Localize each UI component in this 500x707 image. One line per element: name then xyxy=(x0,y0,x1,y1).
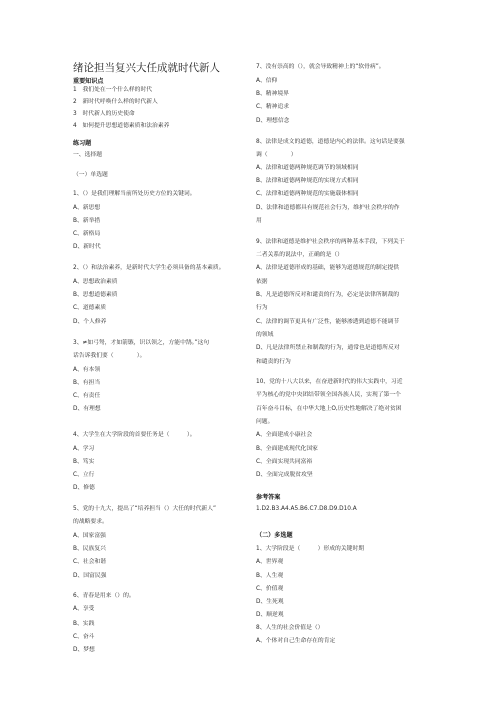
question-option: 行为 xyxy=(256,305,268,311)
question-option: C、道德素质 xyxy=(73,305,107,311)
question-stem: 7、没有崇高的（），就会导致精神上的“软骨病”。 xyxy=(256,64,385,70)
question-stem: 3、≠如弓驽，才如箭镞，识以领之，方能中鹄。”这句 xyxy=(73,340,210,346)
question-option: A、有本领 xyxy=(73,367,101,373)
question-stem: 百年奋斗目标，在中华大地上O,历史性地解决了绝对贫困 xyxy=(256,406,402,412)
question-option: A、思想政治素质 xyxy=(73,279,118,285)
question-option: C、精神追求 xyxy=(256,104,290,110)
question-option: C、立行 xyxy=(73,472,95,478)
question-stem: 的战略要求。 xyxy=(73,519,108,525)
question-stem: 10、党的十八大以来，在奋进新时代的伟大实践中，习近 xyxy=(256,379,403,385)
question-option: B、全面建成现代化国家 xyxy=(256,446,318,452)
multiple-choice-heading: （二）多选题 xyxy=(256,532,293,539)
question-option: A、信仰 xyxy=(256,78,278,84)
question-option: D、法律和道德都具有规范社会行为，维护社会秩序的作 xyxy=(256,205,400,211)
question-stem: 二者关系的说法中，正确的是（） xyxy=(256,252,343,258)
question-option: B、人生观 xyxy=(256,573,284,579)
question-stem: 1、大学阶段是（ ）形成的关键时期 xyxy=(256,546,365,552)
question-stem: 4、大学生在大学阶段的首要任务是（ ）。 xyxy=(73,432,196,438)
question-option: B、笃实 xyxy=(73,459,95,465)
answer-heading: 参考答案 xyxy=(256,494,281,501)
question-option: B、有担当 xyxy=(73,380,101,386)
key-point-item: 3 时代新人的历史使命 xyxy=(73,111,135,117)
question-option: D、全面完成脱贫攻坚 xyxy=(256,472,313,478)
question-stem: 6、青春是用来（）的。 xyxy=(73,593,135,599)
exercises-heading: 练习题 xyxy=(73,140,92,147)
question-option: A、新思想 xyxy=(73,205,101,211)
question-option: B、民族复兴 xyxy=(73,546,106,552)
question-stem: 1、（）是我们理解当前所处历史方位的关键词。 xyxy=(73,191,196,197)
question-stem: 2、（）和法治素养，是新时代大学生必须具备的基本素质。 xyxy=(73,265,225,271)
question-option: A、世界观 xyxy=(256,559,284,565)
question-stem: 问题。 xyxy=(256,419,274,425)
question-option: A、全面建成小康社会 xyxy=(256,432,313,438)
question-option: C、奋斗 xyxy=(73,634,95,640)
question-option: A、法律是道德形成的基础，能够为道德规范的制定提供 xyxy=(256,265,400,271)
question-option: B、精神境界 xyxy=(256,91,289,97)
question-option: D、修德 xyxy=(73,485,95,491)
key-points-heading: 重要知识点 xyxy=(73,78,104,85)
question-option: C、法律和道德两种规范的实施载体相同 xyxy=(256,191,359,197)
question-stem: 5、党的十九大，提出了“培养担当（）大任的时代新人” xyxy=(73,506,217,512)
key-point-item: 2 新时代呼唤什么样的时代新人 xyxy=(73,99,158,105)
question-option: D、个人修养 xyxy=(73,319,107,325)
question-option: C、社会和谐 xyxy=(73,559,107,565)
question-option: 用 xyxy=(256,218,262,224)
question-option: 的领域 xyxy=(256,332,274,338)
question-option: B、新举措 xyxy=(73,218,101,224)
single-choice-heading: （一）单选题 xyxy=(73,172,108,178)
question-option: B、实践 xyxy=(73,621,95,627)
answer-key: 1.D2.B3.A4.A5.B6.C7.D8.D9.D10.A xyxy=(256,506,357,512)
question-option: A、享受 xyxy=(73,606,95,612)
document-title: 绪论担当复兴大任成就时代新人 xyxy=(73,62,220,74)
key-point-item: 4 如何提升思想道德素质和法治素养 xyxy=(73,123,170,129)
question-option: C、法律的调节更具有广泛性，能够渗透到道德不能调节 xyxy=(256,319,400,325)
question-stem: 9、法律和道德是维护社会秩序的两种基本手段，下列关于 xyxy=(256,239,405,245)
question-option: A、法律和道德两种规范调节的领域相同 xyxy=(256,165,359,171)
question-option: D、有理想 xyxy=(73,406,101,412)
question-option: D、顺逆观 xyxy=(256,612,284,618)
question-option: A、个体对自己生命存在的肯定 xyxy=(256,638,336,644)
part-heading: 一、选择题 xyxy=(73,152,102,158)
question-option: C、新格局 xyxy=(73,231,101,237)
question-option: D、新时代 xyxy=(73,244,101,250)
question-option: C、全面实现共同富裕 xyxy=(256,459,313,465)
question-option: C、价值观 xyxy=(256,586,284,592)
question-option: A、学习 xyxy=(73,446,95,452)
question-option: D、凡是法律所禁止和制裁的行为，通常也是道德所反对 xyxy=(256,345,400,351)
question-option: 依据 xyxy=(256,279,268,285)
question-stem: 话告诉我们要（ ）。 xyxy=(73,353,146,359)
question-option: D、生死观 xyxy=(256,599,284,605)
question-stem: 8、人生的社会价值是（） xyxy=(256,625,324,631)
question-stem: 8、法律是成文的道德，道德是内心的法律。这句话是要强 xyxy=(256,139,405,145)
question-option: D、理想信念 xyxy=(256,118,290,124)
question-option: B、思想道德素质 xyxy=(73,292,118,298)
question-option: B、凡是道德所反对和谴责的行为，必定是法律所制裁的 xyxy=(256,292,400,298)
question-option: C、有责任 xyxy=(73,393,101,399)
question-stem: 调（ ） xyxy=(256,152,297,158)
question-option: B、法律和道德两种规范的实现方式相同 xyxy=(256,178,359,184)
question-option: A、国家富强 xyxy=(73,533,106,539)
question-option: D、梦想 xyxy=(73,647,95,653)
question-stem: 平为核心的党中央团结带领全国各族人民，实现了第一个 xyxy=(256,392,401,398)
key-point-item: 1 我们处在一个什么样的时代 xyxy=(73,87,153,93)
question-option: 和谴责的行为 xyxy=(256,359,291,365)
question-option: D、国富民强 xyxy=(73,573,107,579)
